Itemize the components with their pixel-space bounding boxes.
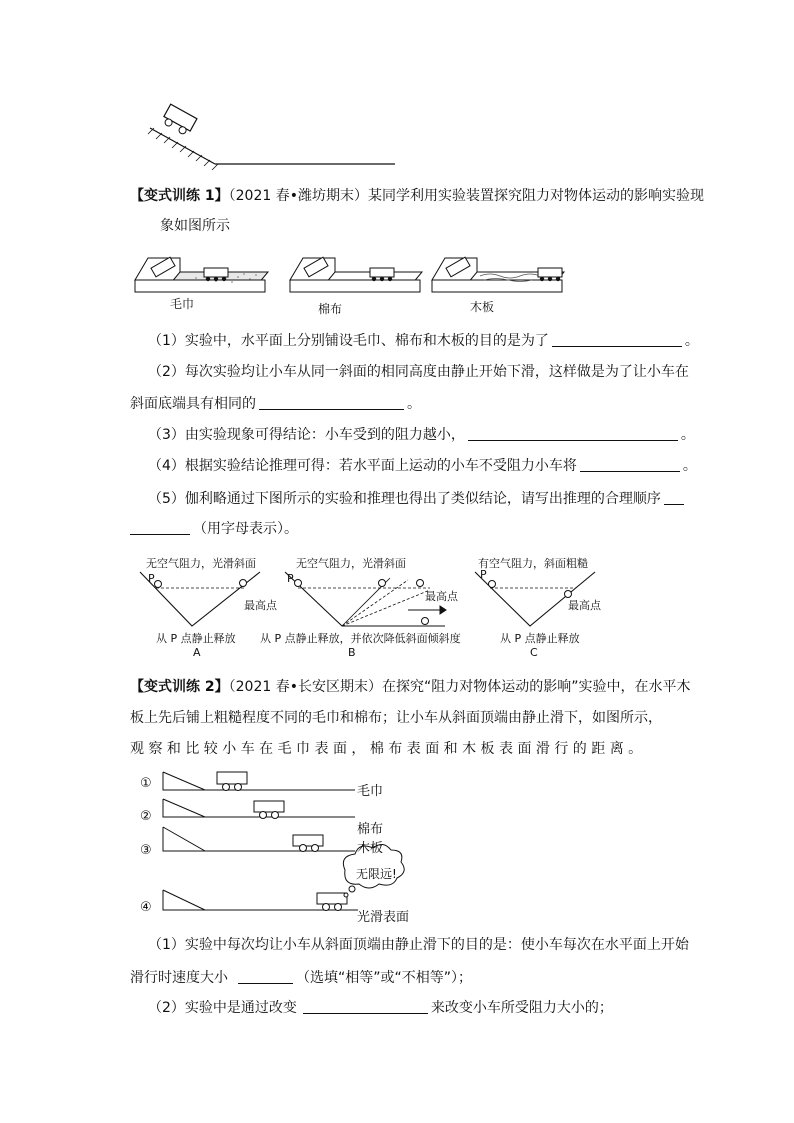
exercise2-stem-line3: 观 察 和 比 较 小 车 在 毛 巾 表 面 ， 棉 布 表 面 和 木 板 表 面 滑 行 的 距 离 。 [130,741,643,757]
q1-period: 。 [684,333,699,349]
q5-answer-blank[interactable] [130,520,190,535]
panel-a-p: P [148,572,155,585]
e2-q1-text: 滑行时速度大小 [130,970,228,986]
exercise1-stem-line2: 象如图所示 [160,218,230,234]
exercise2-source: （2021 春•长安区期末） [228,679,382,695]
slope-tracks-figure [0,765,794,925]
q4-text: （4）根据实验结论推理可得：若水平面上运动的小车不受阻力小车将 [148,458,577,474]
exercise1-q5-line1 [148,489,708,509]
row1-number: ① [140,776,152,791]
exercise1-source: （2021 春•潍坊期末） [228,188,368,204]
e2-q2-tail: 来改变小车所受阻力大小的； [430,1000,613,1016]
exercise2-q1-line1: （1）实验中每次均让小车从斜面顶端由静止滑下的目的是：使小车每次在水平面上开始 [148,937,689,953]
panel-c-high: 最高点 [568,599,601,612]
panel-a-letter: A [193,646,201,659]
q3-answer-blank[interactable] [468,426,678,441]
exercise1-tag: 【变式训练 1】 [130,188,229,204]
exercise2-stem-text: 在探究“阻力对物体运动的影响”实验中，在水平木 [381,679,691,695]
panel-b-high: 最高点 [425,590,458,603]
e2-q1-hint: （选填“相等”或“不相等”）； [296,970,473,986]
exercise1-q2-line1: （2）每次实验均让小车从同一斜面的相同高度由静止开始下滑，这样做是为了让小车在 [148,364,689,380]
exercise1-q3 [148,425,708,445]
q2-text: 斜面底端具有相同的 [130,396,256,412]
q5-hint: （用字母表示）。 [193,521,298,537]
thought-bubble-text: 无限远! [356,867,397,881]
panel-a-bottom: 从 P 点静止释放 [156,632,236,645]
exercise2-q2 [148,998,708,1018]
panel-a-high: 最高点 [244,599,277,612]
row3-number: ③ [140,843,152,858]
exercise1-q5-line2 [130,519,690,539]
panel-a-top: 无空气阻力，光滑斜面 [146,557,256,570]
q3-text: （3）由实验现象可得结论：小车受到的阻力越小， [148,427,465,443]
exercise1-q1 [148,331,708,351]
three-surfaces-figure [0,250,794,330]
panel-c-bottom: 从 P 点静止释放 [500,632,580,645]
panel-c-top: 有空气阻力，斜面粗糙 [478,557,588,570]
panel-c-p: P [480,568,487,581]
q4-period: 。 [682,458,697,474]
q2-period: 。 [407,396,421,412]
surface-label-towel: 毛巾 [170,297,195,311]
row4-label: 光滑表面 [357,910,410,925]
row3-label: 木板 [357,841,384,856]
q2-answer-blank[interactable] [259,395,404,410]
surface-label-wood: 木板 [470,300,495,314]
exercise1-q4 [148,456,708,476]
q3-period: 。 [680,427,695,443]
row2-label: 棉布 [357,822,384,837]
panel-b-top: 无空气阻力，光滑斜面 [296,557,406,570]
incline-cart-figure [0,0,794,180]
panel-b-letter: B [348,646,356,659]
exercise2-q1-line2 [130,968,690,988]
exercise1-q2-line2 [130,394,690,414]
q1-answer-blank[interactable] [552,332,682,347]
exercise2-stem [130,677,690,697]
exercise1-stem-text: 某同学利用实验装置探究阻力对物体运动的影响实验现 [367,188,704,204]
row2-number: ② [140,809,152,824]
exercise1-stem [130,186,704,206]
e2-q2-answer-blank[interactable] [303,999,428,1014]
panel-b-bottom: 从 P 点静止释放，并依次降低斜面倾斜度 [260,632,461,645]
e2-q1-answer-blank[interactable] [238,969,293,984]
row1-label: 毛巾 [357,784,384,799]
surface-label-cotton: 棉布 [318,302,343,316]
row4-number: ④ [140,900,152,915]
q5-text: （5）伽利略通过下图所示的实验和推理也得出了类似结论，请写出推理的合理顺序 [148,491,661,507]
q1-text: （1）实验中，水平面上分别铺设毛巾、棉布和木板的目的是为了 [148,333,549,349]
exercise2-tag: 【变式训练 2】 [130,679,229,695]
exercise2-stem-line2: 板上先后铺上粗糙程度不同的毛巾和棉布；让小车从斜面顶端由静止滑下，如图所示， [130,710,662,726]
e2-q2-text: （2）实验中是通过改变 [148,1000,297,1016]
panel-c-letter: C [530,646,538,659]
q5-answer-blank-start[interactable] [664,490,684,505]
panel-b-p: P [287,572,294,585]
q4-answer-blank[interactable] [580,457,680,472]
